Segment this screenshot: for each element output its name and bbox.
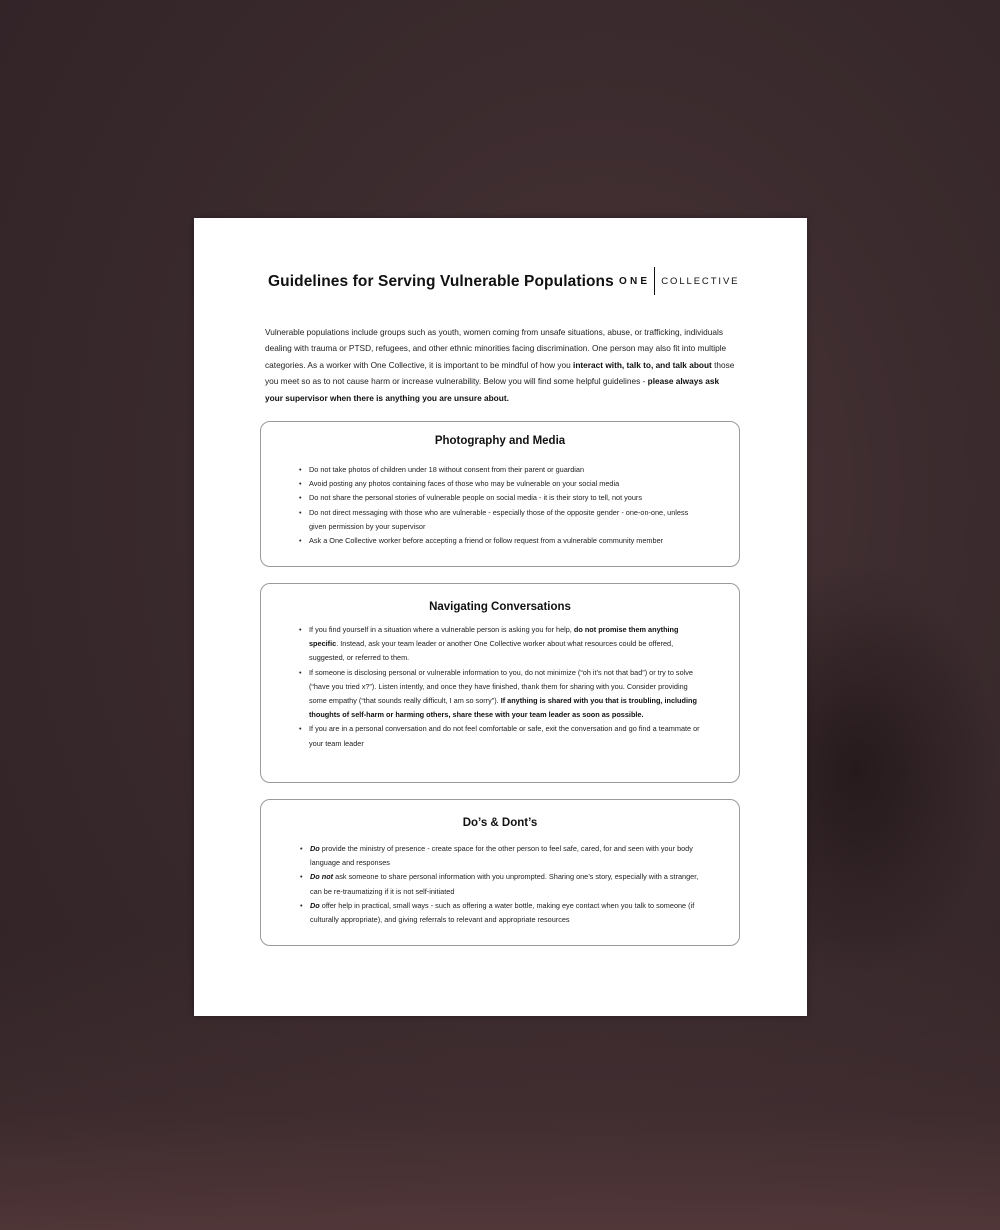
document-title: Guidelines for Serving Vulnerable Populations	[268, 273, 614, 290]
list-item-text: provide the ministry of presence - create space for the other person to feel safe, cared, for and seen with your body language and responses	[310, 844, 693, 868]
bullet-list	[300, 842, 707, 927]
bullet-list	[299, 623, 703, 751]
list-item: • Do not share the personal stories of vulnerable people on social media - it is their story to tell, not yours	[299, 491, 699, 505]
intro-bold-2: please always ask your supervisor when there is anything you are unsure about.	[265, 376, 720, 403]
section-heading: Do’s & Dont’s	[462, 817, 538, 829]
conversations-section	[260, 583, 740, 783]
list-item	[300, 870, 707, 898]
one-collective-logo	[619, 267, 739, 295]
list-item-lead: Do	[310, 900, 320, 910]
list-item	[300, 899, 707, 927]
list-item	[299, 623, 703, 666]
list-item	[299, 666, 703, 723]
logo-divider	[654, 267, 655, 295]
list-item	[300, 842, 707, 870]
intro-text-1: Vulnerable populations include groups such as youth, women coming from unsafe situations, abuse, or trafficking, individuals dealing with trauma or PTSD, refugees, and other ethnic minorities facing discrimination. One person may also fit into multiple categories. As a worker with One Collective, it is important to be mindful of how you	[265, 327, 727, 370]
list-item: • Ask a One Collective worker before accepting a friend or follow request from a vulnerable community member	[299, 534, 699, 548]
logo-text-collective: COLLECTIVE	[661, 275, 740, 287]
dos-donts-section	[260, 799, 740, 946]
list-item-text: If someone is disclosing personal or vulnerable information to you, do not minimize (“oh it’s not that bad”) or try to solve (“have you tried x?”). Listen intently, and once they have finished, thank them for sharing with you. Consider providing some empathy (“that sounds really difficult, I am so sorry”).	[309, 667, 693, 706]
photography-section	[260, 421, 740, 567]
section-heading: Navigating Conversations	[429, 601, 571, 613]
logo-text-one: ONE	[619, 275, 651, 287]
list-item-bold: If anything is shared with you that is troubling, including thoughts of self-harm or harming others, share these with your team leader as soon as possible.	[309, 696, 697, 720]
list-item-text: . Instead, ask your team leader or another One Collective worker about what resources could be offered, suggested, or referred to them.	[309, 639, 674, 663]
list-item-text: offer help in practical, small ways - such as offering a water bottle, making eye contact when you talk to someone (if culturally appropriate), and giving referrals to relevant and appropriate resources	[310, 900, 695, 925]
intro-paragraph	[265, 324, 735, 406]
intro-text-2: those you meet so as to not cause harm or increase vulnerability. Below you will find some helpful guidelines -	[265, 359, 735, 387]
list-item: • Avoid posting any photos containing faces of those who may be vulnerable on your social media	[299, 477, 699, 491]
intro-bold-1: interact with, talk to, and talk about	[573, 359, 712, 370]
list-item: • Do not direct messaging with those who are vulnerable - especially those of the opposite gender - one-on-one, unless given permission by your supervisor	[299, 506, 699, 534]
list-item-bold: do not promise them anything specific	[309, 625, 679, 649]
list-item-lead: Do not	[310, 872, 334, 882]
document-page	[194, 218, 807, 1016]
list-item: • If you are in a personal conversation and do not feel comfortable or safe, exit the conversation and go find a teammate or your team leader	[299, 722, 703, 750]
list-item-lead: Do	[310, 844, 320, 853]
bullet-list	[299, 463, 699, 548]
list-item-text: If you find yourself in a situation where a vulnerable person is asking you for help,	[309, 625, 574, 634]
list-item-text: ask someone to share personal information with you unprompted. Sharing one’s story, especially with a stranger, can be re-traumatizing if it is not self-initiated	[310, 872, 699, 896]
section-heading: Photography and Media	[434, 435, 566, 447]
list-item: • Do not take photos of children under 18 without consent from their parent or guardian	[299, 463, 699, 477]
